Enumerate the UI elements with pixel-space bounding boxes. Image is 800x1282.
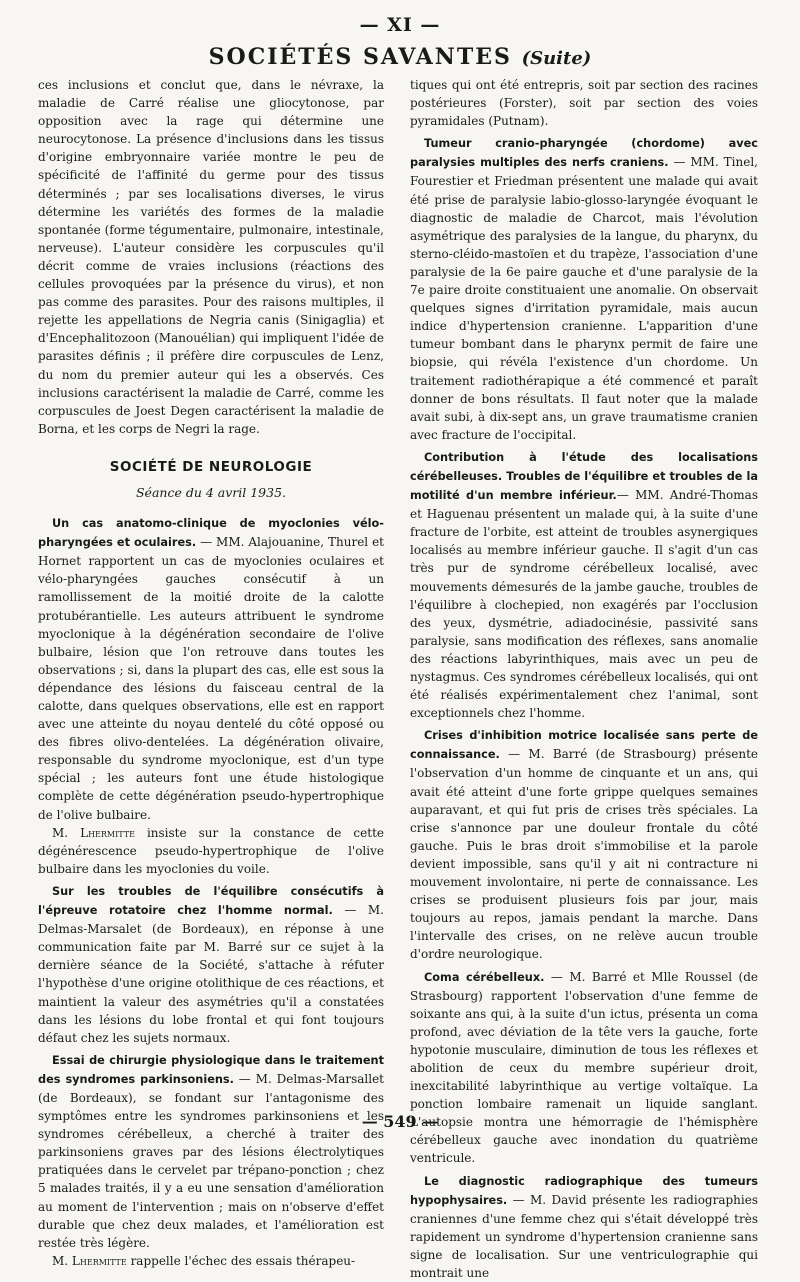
article-body: — M. Barré (de Strasbourg) présente l'observation d'un homme de cinquante et un ans, qui avait été atteint d'une forte grippe quelques semaines auparavant, et qui fut pris de crises très spéciales. La crise s'annonce par une douleur frontale du côté gauche. Puis le bras droit s'immobilise et la parole devient impossible, sans qu'il y ait ni contracture ni mouvement involontaire, ni perte de connaissance. Les crises se produisent plusieurs fois par jour, mais toujours au repos, jamais pendant la marche. Dans l'intervalle des crises, on ne relève aucun trouble d'ordre neurologique.: [410, 747, 758, 962]
article-title: Le diagnostic radiographique des tumeurs hypophysaires.: [410, 1174, 758, 1207]
article-myoclonies: [38, 514, 384, 824]
article-body: — MM. Alajouanine, Thurel et Hornet rapportent un cas de myoclonies oculaires et vélo-pharyngées gauches consécutif à un ramollissement de la moitié droite de la calotte protubérantielle. Les auteurs attribuent le syndrome myoclonique à la dégénération secondaire de l'olive bulbaire, lésion que l'on retrouve dans toutes les observations ; si, dans la plupart des cas, elle est sous la dépendance des lésions du faisceau central de la calotte, dans quelques observations, elle est en rapport avec une atteinte du noyau dentelé du côté opposé ou des fibres olivo-dentelées. La dégénération olivaire, responsable du syndrome myoclonique, est d'un type spécial ; les auteurs font une étude histologique complète de cette dégénération pseudo-hypertrophique de l'olive bulbaire.: [38, 535, 384, 822]
article-title: Sur les troubles de l'équilibre consécutifs à l'épreuve rotatoire chez l'homme normal.: [38, 884, 384, 918]
header-title-suite: (Suite): [521, 48, 592, 69]
comment-body: insiste sur la constance de cette dégénérescence pseudo-hypertrophique de l'olive bulbaire dans les myoclonies du voile.: [38, 825, 384, 876]
header-title-text: SOCIÉTÉS SAVANTES: [208, 44, 512, 70]
article-body: — M. Delmas-Marsalet (de Bordeaux), en réponse à une communication faite par M. Barré sur ce sujet à la dernière séance de la Société, s'attache à réfuter l'hypothèse d'une origine otolithique de ces réactions, et maintient la valeur des asymétries qu'il a constatées dans les lésions du lobe frontal et qui font toujours défaut chez les sujets normaux.: [38, 903, 385, 1045]
session-date: Séance du 4 avril 1935.: [135, 484, 287, 500]
article-title: Coma cérébelleux.: [424, 970, 545, 984]
author-name: M. Lhermitte: [52, 825, 135, 840]
article-body: — MM. Tinel, Fourestier et Friedman présentent une malade qui avait été prise de paralysie labio-glosso-laryngée évoquant le diagnostic de maladie de Charcot, mais l'évolution asymétrique des paralysies de la langue, du pharynx, du sterno-cléido-mastoïen et du trapèze, l'association d'une paralysie de la 6e paire gauche et d'une paralysie de la 7e paire droite constituaient une anomalie. On observait quelques signes d'irritation pyramidale, mais aucun indice d'hypertension cranienne. L'apparition d'une tumeur bombant dans le pharynx permit de faire une biopsie, qui révéla l'existence d'un chordome. Un traitement radiothérapique a été commencé et paraît donner de bons résultats. Il faut noter que la malade avait subi, à dix-sept ans, un grave traumatisme cranien avec fracture de l'occipital.: [410, 155, 758, 442]
article-crises: [410, 726, 758, 963]
article-localisations: [410, 448, 758, 722]
article-radiographie: [410, 1172, 758, 1282]
article-title: Contribution à l'étude des localisations cérébelleuses. Troubles de l'équilibre et troubles de la motilité d'un membre inférieur.: [410, 450, 758, 503]
comment-body: rappelle l'échec des essais thérapeu-: [126, 1253, 356, 1268]
article-body: — MM. André-Thomas et Haguenau présentent un malade qui, à la suite d'une fracture de l'orbite, est atteint de troubles asynergiques localisés au membre inférieur gauche. Il s'agit d'un cas très pur de syndrome cérébelleux localisé, avec mouvements démesurés de la jambe gauche, troubles de l'équilibre à clochepied, non exagérés par l'occlusion des yeux, dysmétrie, adiadocinésie, passivité sans paralysie, sans modification des réflexes, sans anomalie des réactions labyrinthiques, mais avec un peu de nystagmus. Ces syndromes cérébelleux localisés, qui ont été réalisés expérimentalement chez l'animal, sont exceptionnels chez l'homme.: [410, 488, 758, 721]
roman-page-marker: — XI —: [359, 14, 441, 36]
article-comment: [38, 1252, 384, 1270]
article-title: Essai de chirurgie physiologique dans le traitement des syndromes parkinsoniens.: [38, 1053, 384, 1086]
page-number: — 549 —: [361, 1112, 439, 1131]
article-title: Tumeur cranio-pharyngée (chordome) avec paralysies multiples des nerfs craniens.: [410, 137, 758, 170]
left-column: [38, 76, 384, 1270]
article-body: — M. David présente les radiographies craniennes d'une femme chez qui s'était développé très rapidement un syndrome d'hypertension cranienne sans signe de localisation. Sur une ventriculographie qui montrait une: [410, 1192, 758, 1280]
paragraph-continuation: ces inclusions et conclut que, dans le névraxe, la maladie de Carré réalise une gliocytonose, par opposition avec la rage qui détermine une neurocytonose. La présence d'inclusions dans les tissus d'origine embryonnaire variée montre le peu de spécificité de l'affinité du germe pour des tissus déterminés ; par ses localisations diverses, le virus détermine les variétés des formes de la maladie spontanée (forme tégumentaire, pulmonaire, intestinale, nerveuse). L'auteur considère les corpuscules qu'il décrit comme de vraies inclusions (réactions des cellules provoquées par la présence du virus), et non pas comme des parasites. Pour des raisons multiples, il rejette les appellations de Negria canis (Sinigaglia) et d'Encephalitozoon (Manouélian) qui impliquent l'idée de parasites définis ; il préfère dire corpuscules de Lenz, du nom du premier auteur qui les a observés. Ces inclusions caractérisent la maladie de Carré, comme les corpuscules de Joest Degen caractérisent la maladie de Borna, et les corps de Negri la rage.: [38, 78, 384, 436]
article-title: Un cas anatomo-clinique de myoclonies vélo-pharyngées et oculaires.: [38, 517, 384, 550]
article-chirurgie: [38, 1051, 384, 1252]
author-name: M. Lhermitte: [52, 1253, 127, 1268]
article-equilibre: [38, 882, 384, 1047]
article-coma: [410, 968, 758, 1168]
article-body: — M. Barré et Mlle Roussel (de Strasbourg) rapportent l'observation d'une femme de soixante ans qui, à la suite d'un ictus, présenta un coma profond, avec déviation de la tête vers la gauche, forte hypotonie musculaire, diminution de tous les réflexes et abolition de ceux du membre supérieur droit, inexcitabilité labyrinthique au vertige voltaïque. La ponction lombaire ramenait un liquide sanglant. L'autopsie montra une hémorragie de l'hémisphère cérébelleux gauche avec inondation du quatrième ventricule.: [410, 969, 759, 1166]
article-body: — M. Delmas-Marsallet (de Bordeaux), se fondant sur l'antagonisme des symptômes entre les syndromes parkinsoniens et les syndromes cérébelleux, a cherché à traiter des parkinsoniens graves par des lésions électrolytiques pratiquées dans le cervelet par trépano-ponction ; chez 5 malades traités, il y a eu une sensation d'amélioration au moment de l'intervention ; mais on n'observe d'effet durable que chez deux malades, et l'amélioration est restée très légère.: [38, 1071, 384, 1250]
article-title: Crises d'inhibition motrice localisée sans perte de connaissance.: [410, 729, 758, 762]
page-header-title: [0, 44, 800, 70]
right-column: [410, 76, 758, 1282]
section-title: SOCIÉTÉ DE NEUROLOGIE: [109, 458, 313, 475]
article-tumeur: [410, 134, 758, 444]
article-comment: [38, 824, 384, 878]
paragraph-continuation: tiques qui ont été entrepris, soit par section des racines postérieures (Forster), soit par section des voies pyramidales (Putnam).: [410, 78, 758, 129]
